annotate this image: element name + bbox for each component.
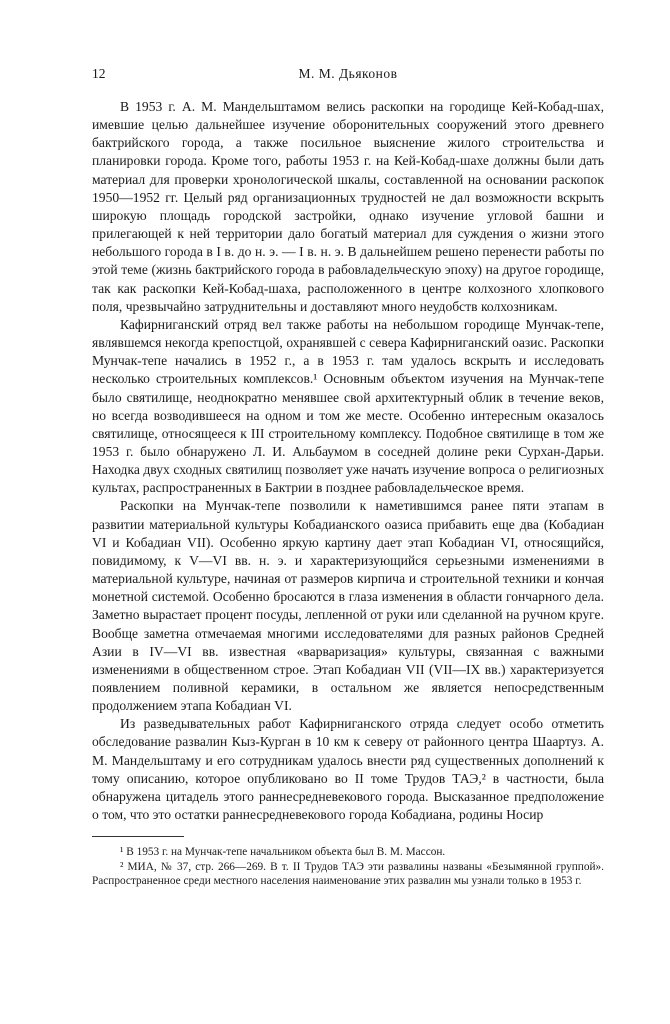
footnote-divider (92, 836, 184, 837)
paragraph-4: Из разведывательных работ Кафирниганского отряда следует особо отметить обследование развалин Кыз-Курган в 10 км к северу от районного центра Шаартуз. А. М. Мандельштаму и его сотрудникам удалось внести ряд существенных дополнений к тому описанию, которое опубликовано во II томе Трудов ТАЭ,² в частности, была обнаружена цитадель этого раннесредневекового города. Высказанное предположение о том, что это остатки раннесредневекового города Кобадиана, родины Носир (92, 716, 604, 823)
paragraph-3: Раскопки на Мунчак-тепе позволили к наметившимся ранее пяти этапам в развитии материальной культуры Кобадианского оазиса прибавить еще два (Кобадиан VI и Кобадиан VII). Особенно яркую картину дает этап Кобадиан VI, относящийся, повидимому, к V—VI вв. н. э. и характеризующийся серьезными изменениями в материальной культуре, начиная от размеров кирпича и строительной техники и кончая монетной системой. Особенно бросаются в глаза изменения в области гончарного дела. Заметно вырастает процент посуды, лепленной от руки или сделанной на ручном круге. Вообще заметна отмечаемая многими исследователями для разных районов Средней Азии в IV—VI вв. известная «варваризация» культуры, связанная с важными изменениями в общественном строе. Этап Кобадиан VII (VII—IX вв.) характеризуется появлением поливной керамики, в остальном же является непосредственным продолжением этапа Кобадиан VI. (92, 498, 604, 714)
page (92, 66, 604, 889)
footnote-1: ¹ В 1953 г. на Мунчак-тепе начальником объекта был В. М. Массон. (120, 846, 446, 859)
paragraph-1: В 1953 г. А. М. Мандельштамом велись раскопки на городище Кей-Кобад-шах, имевшие целью дальнейшее изучение оборонительных сооружений этого древнего бактрийского города, а также посильное выяснение жилого строительства и планировки города. Кроме того, работы 1953 г. на Кей-Кобад-шахе должны были дать материал для проверки хронологической шкалы, составленной на основании раскопок 1950—1952 гг. Целый ряд организационных трудностей не дал возможности вскрыть широкую площадь городской застройки, однако изучение угловой башни и прилегающей к ней территории дало богатый материал для суждения о жизни этого небольшого города в I в. до н. э. — I в. н. э. В дальнейшем решено перенести работы по этой теме (жизнь бактрийского города в рабовладельческую эпоху) на другое городище, так как раскопки Кей-Кобад-шаха, расположенного в центре колхозного хлопкового поля, чрезвычайно затруднительны и доставляют много неудобств колхозникам. (92, 99, 604, 314)
running-title: М. М. Дьяконов (298, 66, 398, 81)
footnote-2: ² МИА, № 37, стр. 266—269. В т. II Трудов ТАЭ эти развалины названы «Безымянной группой». Распространенное среди местного населения наименование этих развалин мы узнали только в 1953 г. (92, 860, 604, 888)
footnotes (92, 845, 604, 889)
page-number: 12 (92, 66, 106, 81)
body-text (92, 98, 604, 824)
running-head (92, 66, 604, 88)
paragraph-2: Кафирниганский отряд вел также работы на небольшом городище Мунчак-тепе, являвшемся некогда крепостцой, охранявшей с севера Кафирниганский оазис. Раскопки Мунчак-тепе начались в 1952 г., а в 1953 г. там удалось вскрыть и исследовать несколько строительных комплексов.¹ Основным объектом изучения на Мунчак-тепе было святилище, неоднократно менявшее свой архитектурный облик в течение веков, но всегда возводившееся на одном и том же месте. Особенно интересным оказалось святилище, относящееся к III строительному комплексу. Подобное святилище в том же 1953 г. было обнаружено Л. И. Альбаумом в соседней долине реки Сурхан-Дарьи. Находка двух сходных святилищ позволяет уже начать изучение вопроса о религиозных культах, распространенных в Бактрии в позднее рабовладельческое время. (92, 316, 604, 496)
